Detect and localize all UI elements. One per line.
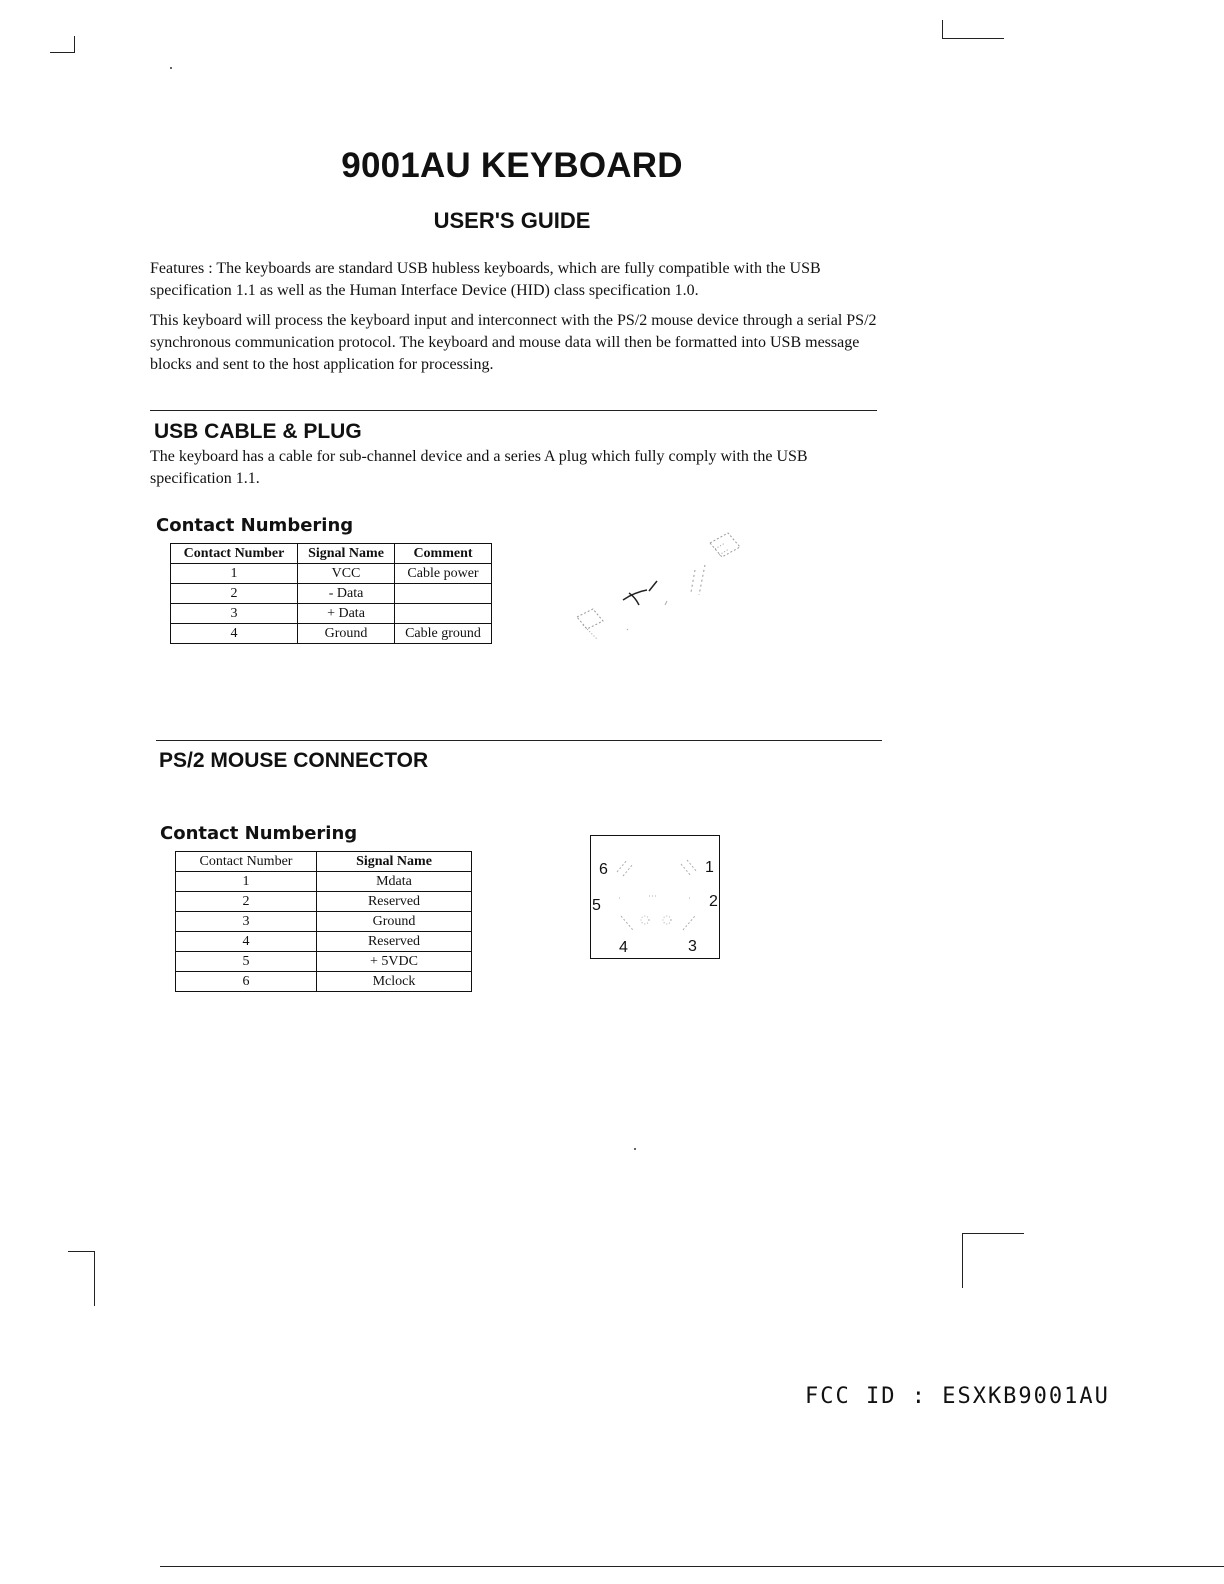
interconnect-paragraph: This keyboard will process the keyboard input and interconnect with the PS/2 mouse device through a serial PS/2 synchronous communication protocol. The keyboard and mouse data will then be formatted into USB message blocks and sent to the host application for processing. — [150, 312, 877, 373]
page-subtitle: USER'S GUIDE — [433, 208, 591, 233]
pin-label: 4 — [619, 939, 628, 956]
crop-mark-bottom-left-vertical — [94, 1251, 95, 1306]
table-cell: - Data — [298, 584, 395, 604]
table-cell: 1 — [171, 564, 298, 584]
page-title: 9001AU KEYBOARD — [341, 146, 683, 185]
crop-mark-top-left — [50, 52, 74, 53]
column-header: Signal Name — [317, 852, 472, 872]
table-row — [176, 952, 472, 972]
crop-mark-top-left-vertical — [74, 36, 75, 53]
ps2-contact-heading: Contact Numbering — [160, 823, 358, 844]
column-header: Signal Name — [298, 544, 395, 564]
ps2-section-heading: PS/2 MOUSE CONNECTOR — [159, 749, 429, 772]
scan-speck — [170, 67, 172, 69]
usb-plug-illustration — [565, 525, 765, 650]
scan-speck — [634, 1148, 636, 1150]
table-cell: Reserved — [317, 892, 472, 912]
ps2-connector-diagram — [590, 835, 720, 959]
pin-label: 1 — [705, 859, 714, 876]
table-cell: VCC — [298, 564, 395, 584]
table-cell: Reserved — [317, 932, 472, 952]
table-row — [176, 892, 472, 912]
table-row — [171, 584, 492, 604]
connector-pin-sketch — [591, 836, 719, 958]
table-cell: 4 — [171, 624, 298, 644]
table-header-row — [171, 544, 492, 564]
column-header: Contact Number — [171, 544, 298, 564]
table-row — [176, 912, 472, 932]
table-cell: Ground — [298, 624, 395, 644]
table-cell: 3 — [176, 912, 317, 932]
table-cell: + 5VDC — [317, 952, 472, 972]
table-row — [176, 872, 472, 892]
crop-mark-bottom-right-vertical — [962, 1233, 963, 1288]
usb-section-heading: USB CABLE & PLUG — [154, 420, 362, 443]
table-cell — [395, 584, 492, 604]
section-divider — [150, 410, 877, 411]
table-row — [171, 564, 492, 584]
table-cell: 3 — [171, 604, 298, 624]
pin-label: 2 — [709, 893, 718, 910]
table-cell: 4 — [176, 932, 317, 952]
table-cell: 2 — [171, 584, 298, 604]
table-row — [176, 972, 472, 992]
crop-mark-top-right — [942, 38, 1004, 39]
pin-label: 3 — [688, 938, 697, 955]
column-header: Comment — [395, 544, 492, 564]
table-cell: Mclock — [317, 972, 472, 992]
usb-contact-heading: Contact Numbering — [156, 515, 354, 536]
table-cell: Cable ground — [395, 624, 492, 644]
column-header: Contact Number — [176, 852, 317, 872]
table-row — [171, 624, 492, 644]
table-cell: + Data — [298, 604, 395, 624]
table-cell: Mdata — [317, 872, 472, 892]
crop-mark-bottom-left — [68, 1251, 94, 1252]
table-cell: Ground — [317, 912, 472, 932]
section-divider — [156, 740, 882, 741]
usb-contact-table — [170, 543, 492, 644]
ps2-contact-table — [175, 851, 472, 992]
table-row — [176, 932, 472, 952]
table-cell: 2 — [176, 892, 317, 912]
features-paragraph: Features : The keyboards are standard USB hubless keyboards, which are fully compatible with the USB specification 1.1 as well as the Human Interface Device (HID) class specification 1.0. — [150, 260, 821, 299]
table-header-row — [176, 852, 472, 872]
table-cell: 5 — [176, 952, 317, 972]
table-cell — [395, 604, 492, 624]
pin-label: 6 — [599, 861, 608, 878]
usb-section-body: The keyboard has a cable for sub-channel device and a series A plug which fully comply with the USB specification 1.1. — [150, 448, 808, 487]
bottom-page-edge — [160, 1566, 1224, 1567]
table-row — [171, 604, 492, 624]
table-cell: 1 — [176, 872, 317, 892]
fcc-id-handwritten: FCC ID : ESXKB9001AU — [805, 1384, 1110, 1409]
crop-mark-top-right-vertical — [942, 20, 943, 38]
table-cell: 6 — [176, 972, 317, 992]
crop-mark-bottom-right — [962, 1233, 1024, 1234]
table-cell: Cable power — [395, 564, 492, 584]
pin-label: 5 — [592, 897, 601, 914]
